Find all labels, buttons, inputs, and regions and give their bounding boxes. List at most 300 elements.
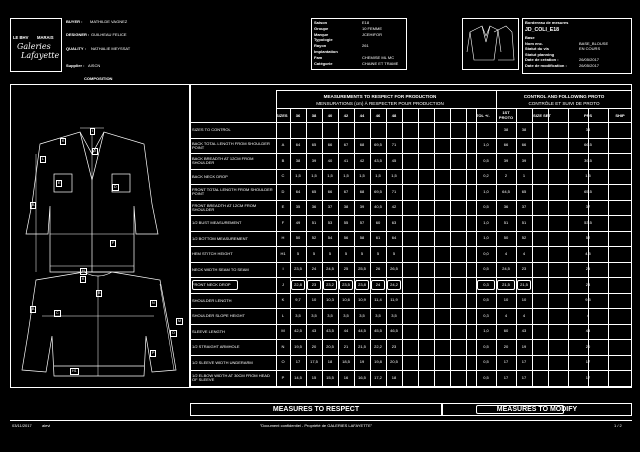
row-pps: 38 <box>585 126 591 132</box>
grid-line <box>402 108 403 386</box>
row-value: 1,5 <box>311 173 317 179</box>
grid-line <box>532 108 533 386</box>
info-label: Typologie <box>314 37 333 43</box>
brand-right: MARAIS <box>37 35 54 40</box>
row-value: 14,5 <box>294 374 302 380</box>
row-value: 53 <box>327 219 333 225</box>
row-proto-2: 1 <box>522 173 526 179</box>
row-value: 20 <box>311 343 317 349</box>
row-pps: 66.5 <box>584 142 592 148</box>
row-value: 5 <box>296 250 300 256</box>
row-code: K <box>281 297 285 303</box>
info-label: Fam <box>314 54 323 60</box>
row-value: 36 <box>311 204 317 210</box>
size-header: 36 <box>295 113 301 118</box>
sketch-back-label: M <box>176 318 183 325</box>
row-value: 3,5 <box>295 312 301 318</box>
row-code: O <box>281 359 285 365</box>
row-proto: 20 <box>503 343 509 349</box>
row-value: 3,5 <box>391 312 397 318</box>
row-pps: 23 <box>585 281 591 287</box>
grid-line <box>190 184 632 185</box>
sizes-header: SIZES <box>276 113 288 118</box>
ref-row-value: EN COURS <box>579 46 601 52</box>
buyer-label: BUYER : <box>66 19 83 24</box>
row-value: 17 <box>295 359 301 365</box>
grid-line <box>190 246 632 247</box>
row-value: 1,5 <box>375 173 381 179</box>
ref-row-value: 26/05/2017 <box>579 63 600 68</box>
sketch-front-label: D <box>112 184 119 191</box>
row-value: 23,5 <box>342 281 350 287</box>
row-proto: 64,5 <box>502 188 510 194</box>
row-proto-2: 52 <box>521 235 527 241</box>
sketch-front-label: I <box>90 128 95 135</box>
row-value: 66 <box>327 142 333 148</box>
row-value: 16 <box>343 374 349 380</box>
row-name: NECK WIDTH SEAM TO SEAM <box>192 266 249 272</box>
grid-line <box>434 108 435 386</box>
row-name: FRONT NECK DROP <box>192 282 231 287</box>
row-name: 1/2 BUST MEASUREMENT <box>192 220 242 225</box>
row-value: 18,5 <box>342 359 350 365</box>
tol-highlight <box>477 280 495 290</box>
row-value: 17,5 <box>310 359 318 365</box>
row-proto: 4 <box>504 250 508 256</box>
row-value: 40 <box>327 157 333 163</box>
grid-line <box>190 262 632 263</box>
row-value: 10,3 <box>326 297 334 303</box>
grid-line <box>190 122 632 123</box>
row-proto-2: 21,5 <box>520 281 528 287</box>
row-value: 50 <box>295 235 301 241</box>
row-value: 57 <box>359 219 365 225</box>
row-value: 1,5 <box>391 173 397 179</box>
row-value: 22,8 <box>294 281 302 287</box>
row-value: 41 <box>343 157 349 163</box>
row-pps: 39.5 <box>584 157 592 163</box>
row-value: 10 <box>311 297 317 303</box>
grid-line <box>190 339 632 340</box>
row-value: 11,9 <box>390 297 398 303</box>
row-value: 3,5 <box>343 312 349 318</box>
sketch-back-label: N <box>150 300 157 307</box>
row-value: 52 <box>311 235 317 241</box>
sketch-front-label: K <box>60 138 66 145</box>
row-value: 18 <box>391 374 397 380</box>
row-value: 23,5 <box>294 266 302 272</box>
row-name: 1/2 STRAIGHT ARMHOLE <box>192 344 240 349</box>
modify-label: MEASURES TO MODIFY <box>496 406 578 413</box>
grid-line <box>190 138 632 139</box>
row-value: 35 <box>295 204 301 210</box>
respect-label: MEASURES TO RESPECT <box>272 406 360 413</box>
footer-divider <box>10 420 632 421</box>
row-proto: 4 <box>504 312 508 318</box>
grid-line <box>190 386 632 387</box>
logo-script-2: Lafayette <box>21 51 60 60</box>
sketch-front-label: A <box>30 202 36 209</box>
row-proto-2: 17 <box>521 374 527 380</box>
row-proto: 51 <box>503 219 509 225</box>
row-code: A <box>281 142 285 148</box>
value-highlight <box>307 280 321 290</box>
row-value: 65 <box>311 142 317 148</box>
row-value: 64 <box>295 142 301 148</box>
row-name-highlight <box>192 280 238 290</box>
row-tol: 1,0 <box>483 328 489 334</box>
row-value: 24 <box>375 281 381 287</box>
row-value: 24,2 <box>390 281 398 287</box>
ctrl-title-en: CONTROL AND FOLLOWING PROTO <box>523 94 605 99</box>
row-value: 21 <box>343 343 349 349</box>
info-label: Saison <box>314 20 328 25</box>
row-code: M <box>281 328 285 334</box>
logo-script-1: Galeries <box>17 42 51 51</box>
row-value: 49 <box>295 219 301 225</box>
value-highlight <box>339 280 353 290</box>
value-highlight <box>387 280 401 290</box>
row-pps: 25 <box>585 266 591 272</box>
ref-row-label: Nom enc. <box>525 40 544 46</box>
blouse-thumbnail-icon <box>464 20 517 68</box>
row-proto-2: 17 <box>521 359 527 365</box>
row-pps: 1.5 <box>585 173 591 179</box>
row-value: 68 <box>359 142 365 148</box>
row-value: 25 <box>343 266 349 272</box>
row-name: FRONT BREADTH AT 12CM FROM SHOULDER <box>192 202 257 212</box>
row-value: 19,8 <box>374 359 382 365</box>
row-value: 25,5 <box>358 266 366 272</box>
row-code: H1 <box>280 250 286 256</box>
row-value: 3,5 <box>359 312 365 318</box>
row-proto: 21,5 <box>502 281 510 287</box>
row-code: B <box>281 157 285 163</box>
size-set-header: SIZE SET <box>533 113 551 118</box>
grid-line <box>190 293 632 294</box>
first-proto-header: 1ST PROTO <box>498 110 514 121</box>
row-name: BACK BREADTH AT 12CM FROM SHOULDER <box>192 156 254 166</box>
quality-value: NATHALIE MEYSSAT <box>91 46 131 51</box>
row-value: 5 <box>328 250 332 256</box>
row-value: 3,5 <box>311 312 317 318</box>
row-value: 55 <box>343 219 349 225</box>
row-tol: 0,5 <box>483 266 489 272</box>
row-name: FRONT TOTAL LENGTH FROM SHOULDER POINT <box>192 187 273 197</box>
row-value: 39 <box>359 204 365 210</box>
row-proto-2: 10 <box>521 297 527 303</box>
row-name: BACK NECK DROP <box>192 173 228 179</box>
row-value: 10,6 <box>342 297 350 303</box>
sketch-front-label: J <box>92 148 98 155</box>
grid-line <box>190 200 632 201</box>
sketch-back-label: O <box>170 330 177 337</box>
info-label: Marque <box>314 31 329 37</box>
footer-user: alevi <box>42 423 51 428</box>
row-value: 22,2 <box>374 343 382 349</box>
row-value: 23 <box>311 281 317 287</box>
row-tol: 1,0 <box>483 219 489 225</box>
row-value: 37 <box>327 204 333 210</box>
row-proto-2: 39 <box>521 157 527 163</box>
footer-confidential: "Document confidentiel - Propriété de GALERIES LAFAYETTE" <box>259 423 373 428</box>
row-value: 15,5 <box>326 374 334 380</box>
row-code: H <box>281 235 285 241</box>
grid-line <box>190 308 632 309</box>
row-value: 44 <box>343 328 349 334</box>
prod-title-fr: MENSURATIONS (cm) À RESPECTER POUR PRODUCTION <box>316 101 444 106</box>
row-value: 67 <box>343 142 349 148</box>
row-value: 40,5 <box>374 204 382 210</box>
row-value: 26,5 <box>390 266 398 272</box>
value-highlight <box>355 280 369 290</box>
row-name: SHOULDER SLOPE HEIGHT <box>192 313 245 318</box>
row-name: SLEEVE LENGTH <box>192 328 225 334</box>
row-value: 19 <box>359 359 365 365</box>
row-value: 51 <box>311 219 317 225</box>
ref-row-value: BASE_BLOUSE <box>579 40 609 46</box>
row-code: E <box>281 204 285 210</box>
tol-header: TOL +/- <box>476 113 490 118</box>
row-tol: 0,0 <box>483 250 489 256</box>
grid-line <box>190 169 632 170</box>
row-value: 38 <box>343 204 349 210</box>
grid-line <box>190 231 632 232</box>
row-value: 23,2 <box>326 281 334 287</box>
row-value: 54 <box>327 235 333 241</box>
row-pps: 9.5 <box>585 297 591 303</box>
row-pps: 17 <box>585 374 591 380</box>
info-value: JCEHIFOR <box>362 31 382 37</box>
row-pps: 4.5 <box>585 250 591 256</box>
sketch-back-label: B <box>96 290 102 297</box>
row-value: 42 <box>391 204 397 210</box>
supplier-label: Supplier : <box>66 63 85 68</box>
size-header: 40 <box>327 113 333 118</box>
sketch-back-label: A <box>30 306 36 313</box>
row-tol: 0,5 <box>483 157 489 163</box>
buyer-value: MATHILDE VAGNEZ <box>90 19 128 24</box>
row-value: 69,5 <box>374 142 382 148</box>
row-value: 56 <box>343 235 349 241</box>
row-code: I <box>282 266 284 272</box>
row-code: P <box>281 374 285 380</box>
ref-row-label: Date de modification : <box>525 63 567 68</box>
row-value: 5 <box>376 250 380 256</box>
row-proto: 24,5 <box>502 266 510 272</box>
ref-row-label: Date de création : <box>525 57 559 63</box>
row-tol: 0,2 <box>483 173 489 179</box>
value-highlight <box>371 280 385 290</box>
value-highlight <box>323 280 337 290</box>
brand-left: LE BHV <box>13 35 29 40</box>
row-code: J <box>282 281 284 287</box>
row-code: L <box>281 312 285 318</box>
composition-label: COMPOSITION <box>84 76 113 81</box>
row-pps: 37 <box>585 204 591 210</box>
footer-date: 03/11/2017 <box>12 423 32 428</box>
row-value: 3,5 <box>327 312 333 318</box>
row-value: 60 <box>375 219 381 225</box>
sketch-back-label: H1 <box>70 368 79 375</box>
grid-line <box>190 153 632 154</box>
row-value: 65 <box>311 188 317 194</box>
row-pps: 43 <box>585 328 591 334</box>
row-name: SIZES TO CONTROL <box>192 127 231 132</box>
info-value: E18 <box>362 20 370 25</box>
row-value: 24,5 <box>326 266 334 272</box>
sketch-front-label: E <box>56 180 62 187</box>
row-value: 42,5 <box>294 328 302 334</box>
row-tol: 0,5 <box>483 297 489 303</box>
row-proto: 38 <box>503 126 509 132</box>
info-value: CHAINE ET TRAME <box>362 60 399 66</box>
row-value: 26 <box>375 266 381 272</box>
row-proto: 39 <box>503 157 509 163</box>
grid-line <box>190 370 632 371</box>
grid-line <box>466 108 467 386</box>
row-value: 63 <box>391 219 397 225</box>
sketch-back-label: P <box>150 350 156 357</box>
row-name: 1/2 BOTTOM MEASUREMENT <box>192 235 248 241</box>
proto-highlight <box>497 280 515 290</box>
row-proto: 36 <box>503 204 509 210</box>
row-value: 20,5 <box>326 343 334 349</box>
row-proto-2: 19 <box>521 343 527 349</box>
sketch-front-label: F <box>110 240 116 247</box>
ref-row-label: Statut planning <box>525 51 555 57</box>
row-proto-2: 65 <box>521 188 527 194</box>
proto-2-highlight <box>517 280 531 290</box>
row-value: 19,5 <box>294 343 302 349</box>
row-tol: 1,0 <box>483 142 489 148</box>
row-name: 1/2 SLEEVE WIDTH UNDERARM <box>192 359 253 365</box>
row-value: 5 <box>392 250 396 256</box>
row-value: 58 <box>359 235 365 241</box>
info-label: Catégorie <box>314 60 333 66</box>
supplier-value: AISCN <box>88 63 101 68</box>
row-proto-2: 38 <box>521 126 527 132</box>
row-code: D <box>281 188 285 194</box>
row-proto: 66 <box>503 142 509 148</box>
ctrl-title-fr: CONTRÔLE ET SUIVI DE PROTO <box>528 101 600 106</box>
row-value: 1,5 <box>359 173 365 179</box>
prod-title-en: MEASUREMENTS TO RESPECT FOR PRODUCTION <box>323 94 437 99</box>
row-code: N <box>281 343 285 349</box>
info-value: 261 <box>362 43 369 49</box>
size-header: 42 <box>343 113 349 118</box>
row-value: 9,7 <box>295 297 301 303</box>
row-tol: 0,3 <box>483 312 489 318</box>
info-value: CHEMISE ML MC <box>362 54 395 60</box>
row-value: 61 <box>375 235 381 241</box>
footer-page: 1 / 2 <box>614 423 622 428</box>
grid-line <box>276 90 632 91</box>
row-name: BACK TOTAL LENGTH FROM SHOULDER POINT <box>192 140 270 150</box>
row-proto: 60 <box>503 328 509 334</box>
size-header: 46 <box>375 113 381 118</box>
row-proto-2: 23 <box>521 266 527 272</box>
info-value: 10 FEMME <box>362 25 383 31</box>
sketch-back-label: K <box>80 276 86 283</box>
quality-label: QUALITY : <box>66 46 86 51</box>
row-proto-2: 51 <box>521 219 527 225</box>
ref-row-label: Statut du vis <box>525 46 550 52</box>
row-proto: 2 <box>504 173 508 179</box>
garment-sketch-icon <box>10 84 190 388</box>
size-header: 44 <box>359 113 365 118</box>
row-pps: 65.5 <box>584 188 592 194</box>
value-highlight <box>291 280 305 290</box>
grid-line <box>190 355 632 356</box>
grid-line <box>418 108 419 386</box>
row-name: SHOULDER LENGTH <box>192 297 232 303</box>
sketch-front-label: L <box>40 156 46 163</box>
ref-row-value: 26/05/2017 <box>579 57 600 63</box>
pps-header: PPS <box>583 113 592 118</box>
row-tol: 0,3 <box>483 281 489 287</box>
row-value: 44,5 <box>358 328 366 334</box>
row-proto-2: 37 <box>521 204 527 210</box>
row-value: 42 <box>359 157 365 163</box>
ship-header: SHIP <box>615 113 625 118</box>
row-value: 71 <box>391 188 397 194</box>
row-tol: 0,5 <box>483 204 489 210</box>
size-header: 38 <box>311 113 317 118</box>
row-proto: 10 <box>503 297 509 303</box>
grid-line <box>190 215 632 216</box>
info-label: Implantation <box>314 49 338 54</box>
ref-code: JD_COLI_E18 <box>525 27 560 33</box>
info-label: Groupe <box>314 25 329 31</box>
row-value: 15 <box>311 374 317 380</box>
row-code: F <box>281 219 285 225</box>
grid-line <box>190 324 632 325</box>
designer-label: DESIGNER : <box>66 32 90 37</box>
info-label: Rayon <box>314 43 327 49</box>
sketch-front-label: H <box>80 268 87 275</box>
row-value: 67 <box>343 188 349 194</box>
row-value: 11,4 <box>374 297 382 303</box>
grid-line <box>276 108 632 109</box>
row-proto-2: 4 <box>522 312 526 318</box>
size-header: 48 <box>391 113 397 118</box>
row-value: 1,5 <box>327 173 333 179</box>
row-proto-2: 66 <box>521 142 527 148</box>
sketch-back-label: C <box>54 310 61 317</box>
ref-title: Bordereau de mesures <box>525 20 569 25</box>
row-tol: 0,5 <box>483 374 489 380</box>
ref-row-label: Base <box>525 35 535 40</box>
row-value: 39 <box>311 157 317 163</box>
row-value: 16,5 <box>358 374 366 380</box>
row-tol: 0,5 <box>483 359 489 365</box>
row-proto-2: 4 <box>522 250 526 256</box>
row-value: 1,5 <box>343 173 349 179</box>
row-value: 64 <box>295 188 301 194</box>
row-value: 64 <box>391 235 397 241</box>
row-value: 10,9 <box>358 297 366 303</box>
row-value: 17,2 <box>374 374 382 380</box>
grid-line <box>190 277 632 278</box>
row-value: 43,5 <box>374 157 382 163</box>
row-name: HEM STITCH HEIGHT <box>192 251 233 256</box>
row-proto: 17 <box>503 359 509 365</box>
row-proto: 50 <box>503 235 509 241</box>
row-value: 68 <box>359 188 365 194</box>
row-value: 71 <box>391 142 397 148</box>
row-value: 3,5 <box>375 312 381 318</box>
